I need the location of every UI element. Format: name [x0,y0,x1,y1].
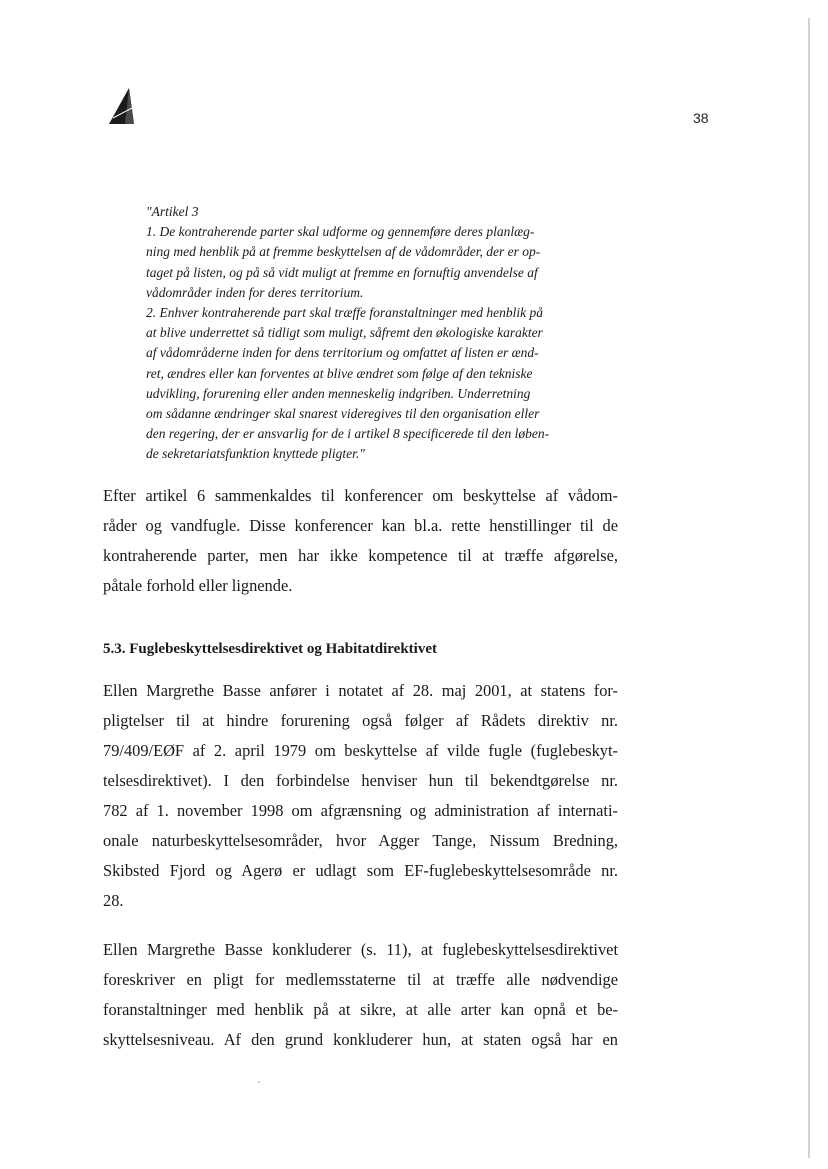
paragraph-line: Ellen Margrethe Basse anfører i notatet af 28. maj 2001, at statens for- [103,681,618,700]
quote-line: ret, ændres eller kan forventes at blive ændret som følge af den tekniske [146,365,533,381]
paragraph-line: 79/409/EØF af 2. april 1979 om beskyttelse af vilde fugle (fuglebeskyt- [103,741,618,760]
paragraph-line: påtale forhold eller lignende. [103,576,293,595]
quote-line: den regering, der er ansvarlig for de i artikel 8 specificerede til den løben- [146,426,550,442]
quote-line: de sekretariatsfunktion knyttede pligter." [146,446,365,462]
quote-line: vådområder inden for deres territorium. [146,284,364,300]
paragraph-line: skyttelsesniveau. Af den grund konkluderer hun, at staten også har en [103,1030,618,1049]
quote-line: at blive underrettet så tidligt som muligt, såfremt den økologiske karakter [146,325,543,341]
quote-line: "Artikel 3 [146,204,199,219]
paragraph-conclusion [103,935,618,1055]
paragraph-line: 782 af 1. november 1998 om afgrænsning og administration af internati- [103,801,618,820]
triangle-logo-icon [107,88,137,124]
article-quote [146,202,624,465]
quote-line: 2. Enhver kontraherende part skal træffe foranstaltninger med henblik på [146,305,543,321]
paragraph-line: foranstaltninger med henblik på at sikre, at alle arter kan opnå et be- [103,1000,618,1019]
paragraph-line: 28. [103,891,124,910]
scan-speck [258,1081,260,1083]
paragraph-line: Skibsted Fjord og Agerø er udlagt som EF-fuglebeskyttelsesområde nr. [103,861,618,880]
paragraph-line: pligtelser til at hindre forurening også følger af Rådets direktiv nr. [103,711,618,730]
quote-line: taget på listen, og på så vidt muligt at fremme en fornuftig anvendelse af [146,264,538,280]
quote-line: 1. De kontraherende parter skal udforme og gennemføre deres planlæg- [146,224,535,240]
quote-line: ning med henblik på at fremme beskyttelsen af de vådområder, der er op- [146,244,541,260]
section-heading: 5.3. Fuglebeskyttelsesdirektivet og Habitatdirektivet [103,641,437,657]
paragraph-line: Ellen Margrethe Basse konkluderer (s. 11), at fuglebeskyttelsesdirektivet [103,940,618,959]
paragraph-conferences [103,481,618,601]
paragraph-line: telsesdirektivet). I den forbindelse henviser hun til bekendtgørelse nr. [103,771,618,790]
paragraph-line: foreskriver en pligt for medlemsstaterne til at træffe alle nødvendige [103,970,618,989]
paragraph-bird-directive [103,676,618,916]
paragraph-line: kontraherende parter, men har ikke kompetence til at træffe afgørelse, [103,546,618,565]
quote-line: udvikling, forurening eller anden menneskelig indgriben. Underretning [146,385,531,401]
paragraph-line: Efter artikel 6 sammenkaldes til konferencer om beskyttelse af vådom- [103,486,618,505]
paragraph-line: onale naturbeskyttelsesområder, hvor Agger Tange, Nissum Bredning, [103,831,618,850]
paragraph-line: råder og vandfugle. Disse konferencer kan bl.a. rette henstillinger til de [103,516,618,535]
quote-line: om sådanne ændringer skal snarest videregives til den organisation eller [146,406,540,422]
scan-edge-line [808,18,810,1158]
quote-line: af vådområderne inden for dens territorium og omfattet af listen er ænd- [146,345,539,361]
page-number: 38 [693,110,709,126]
